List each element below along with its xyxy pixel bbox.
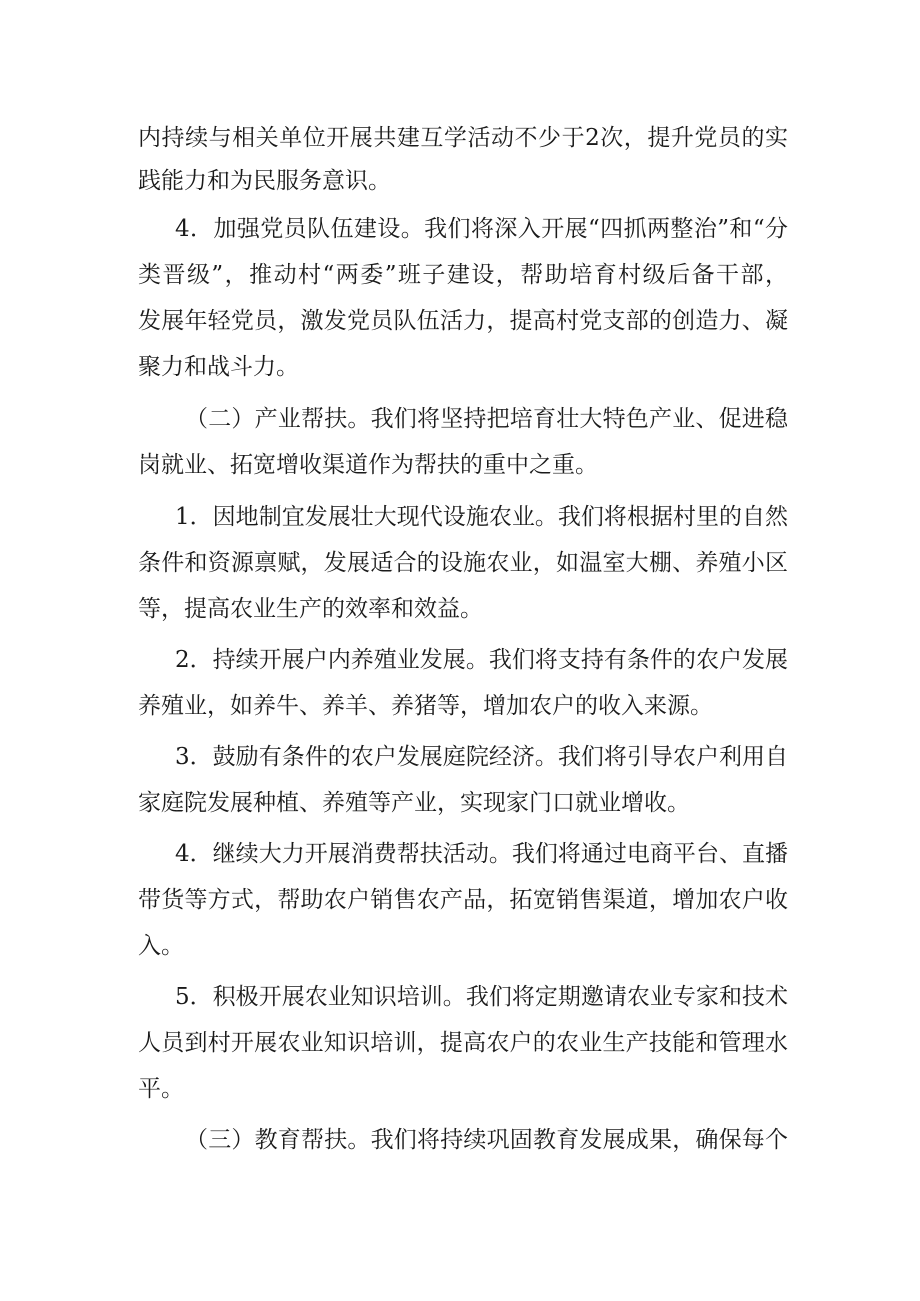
paragraph-item-5-line-2: 人员到村开展农业知识培训，提高农户的农业生产技能和管理水 xyxy=(138,1030,788,1056)
paragraph-item-4-consumption-line-1: 4．继续大力开展消费帮扶活动。我们将通过电商平台、直播 xyxy=(175,841,788,867)
paragraph-item-4-party-line-4: 聚力和战斗力。 xyxy=(138,354,299,380)
paragraph-continuation-line-1: 内持续与相关单位开展共建互学活动不少于2次，提升党员的实 xyxy=(138,125,788,151)
section-2-industry-line-2: 岗就业、拓宽增收渠道作为帮扶的重中之重。 xyxy=(138,452,598,478)
paragraph-item-1-line-1: 1．因地制宜发展壮大现代设施农业。我们将根据村里的自然 xyxy=(175,504,788,530)
paragraph-item-3-line-1: 3．鼓励有条件的农户发展庭院经济。我们将引导农户利用自 xyxy=(175,744,788,770)
paragraph-item-4-party-line-2: 类晋级”，推动村“两委”班子建设，帮助培育村级后备干部， xyxy=(138,262,788,288)
paragraph-item-5-line-1: 5．积极开展农业知识培训。我们将定期邀请农业专家和技术 xyxy=(175,984,788,1010)
paragraph-item-2-line-1: 2．持续开展户内养殖业发展。我们将支持有条件的农户发展 xyxy=(175,647,788,673)
paragraph-item-4-consumption-line-3: 入。 xyxy=(138,933,184,959)
paragraph-item-4-party-line-1: 4．加强党员队伍建设。我们将深入开展“四抓两整治”和“分 xyxy=(175,216,788,242)
paragraph-item-1-line-2: 条件和资源禀赋，发展适合的设施农业，如温室大棚、养殖小区 xyxy=(138,550,788,576)
paragraph-item-4-consumption-line-2: 带货等方式，帮助农户销售农产品，拓宽销售渠道，增加农户收 xyxy=(138,887,788,913)
section-2-industry-line-1: （二）产业帮扶。我们将坚持把培育壮大特色产业、促进稳 xyxy=(185,406,788,432)
paragraph-item-2-line-2: 养殖业，如养牛、养羊、养猪等，增加农户的收入来源。 xyxy=(138,693,713,719)
section-3-education-line-1: （三）教育帮扶。我们将持续巩固教育发展成果，确保每个 xyxy=(185,1127,788,1153)
paragraph-item-1-line-3: 等，提高农业生产的效率和效益。 xyxy=(138,596,483,622)
paragraph-item-4-party-line-3: 发展年轻党员，激发党员队伍活力，提高村党支部的创造力、凝 xyxy=(138,308,788,334)
paragraph-item-3-line-2: 家庭院发展种植、养殖等产业，实现家门口就业增收。 xyxy=(138,790,690,816)
paragraph-item-5-line-3: 平。 xyxy=(138,1076,184,1102)
paragraph-continuation-line-2: 践能力和为民服务意识。 xyxy=(138,168,391,194)
